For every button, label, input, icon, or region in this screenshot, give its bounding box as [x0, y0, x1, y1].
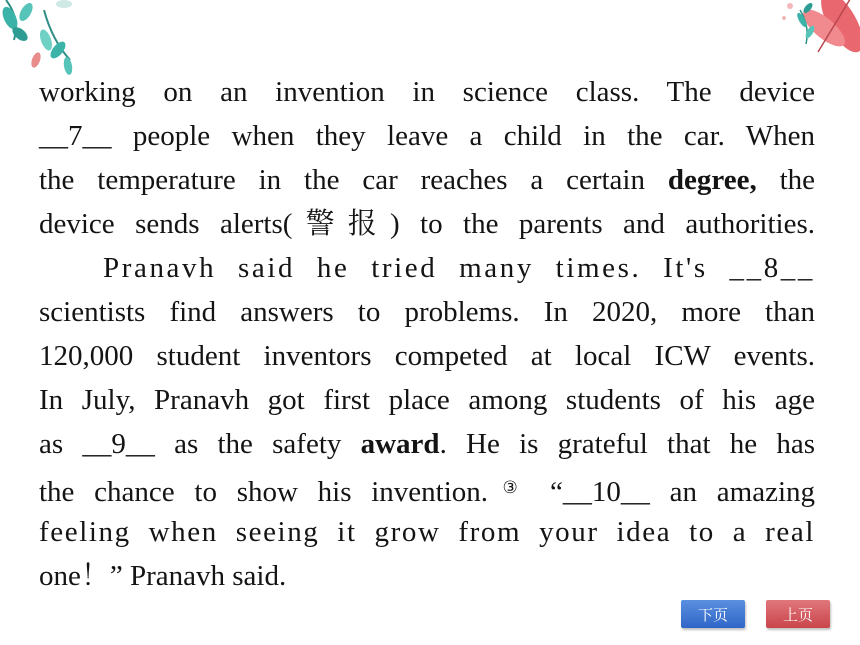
passage-line	[39, 246, 815, 290]
feather-leaf-icon	[730, 0, 860, 80]
text-segment: as __9__ as the safety	[39, 428, 361, 460]
previous-page-label: 上页	[782, 605, 813, 624]
text-segment: the chance to show his invention.	[39, 476, 489, 508]
text-segment: “__10__ an amazing	[530, 476, 815, 508]
vocab-bold-award: award	[360, 428, 440, 460]
text-segment: the temperature in the car reaches a certain	[39, 164, 668, 196]
passage-line	[39, 158, 815, 202]
previous-page-button[interactable]	[766, 600, 830, 628]
passage-line: one！” Pranavh said.	[39, 560, 287, 592]
passage-line	[39, 466, 815, 510]
text-segment: Pranavh said he tried many times. It's __8__	[103, 252, 815, 284]
passage-line: feeling when seeing it grow from your idea to a real	[39, 516, 815, 548]
passage-line: working on an invention in science class. The device	[39, 76, 815, 108]
passage-text	[39, 70, 815, 598]
text-segment: the	[756, 164, 815, 196]
passage-line: device sends alerts(警报) to the parents and authorities.	[39, 208, 815, 240]
passage-line	[39, 422, 815, 466]
vocab-bold-degree: degree,	[667, 164, 757, 196]
next-page-label: 下页	[697, 605, 728, 624]
sentence-marker: ③	[490, 478, 531, 497]
passage-line: scientists find answers to problems. In 2020, more than	[39, 296, 815, 328]
passage-line: In July, Pranavh got first place among students of his age	[39, 384, 815, 416]
text-segment: . He is grateful that he has	[439, 428, 815, 460]
passage-line: 120,000 student inventors competed at local ICW events.	[39, 340, 815, 372]
passage-line: __7__ people when they leave a child in the car. When	[39, 120, 815, 152]
next-page-button[interactable]	[681, 600, 745, 628]
